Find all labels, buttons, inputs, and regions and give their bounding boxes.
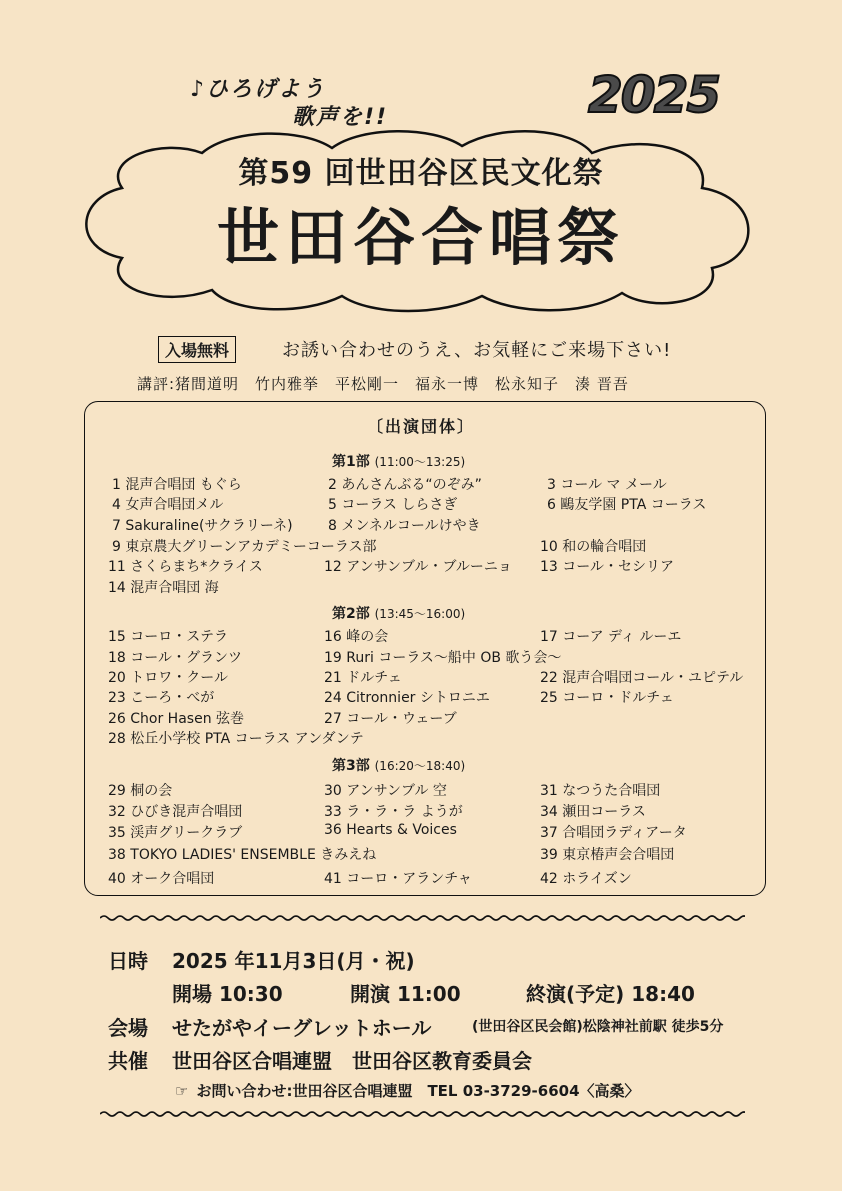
list-item: 19 Ruri コーラス〜船中 OB 歌う会〜 xyxy=(324,650,562,666)
list-item: 35 渓声グリークラブ xyxy=(108,825,243,841)
open-time: 開場 10:30 xyxy=(172,982,283,1006)
date-label: 日時 xyxy=(108,949,148,973)
list-item: 31 なつうた合唱団 xyxy=(540,783,661,799)
list-item: 17 コーア ディ ルーエ xyxy=(540,629,682,645)
part-label: 第2部 xyxy=(332,606,370,622)
wavy-divider-top xyxy=(100,914,745,922)
list-item: 28 松丘小学校 PTA コーラス アンダンテ xyxy=(108,731,364,747)
list-item: 6 鷗友学園 PTA コーラス xyxy=(547,497,707,513)
tagline-1: ♪ひろげよう xyxy=(190,77,327,102)
wavy-divider-bottom xyxy=(100,1110,745,1118)
judges-line: 講評:猪間道明 竹内雅挙 平松剛一 福永一博 松永知子 湊 晋吾 xyxy=(137,375,629,393)
list-item: 23 こーろ・べが xyxy=(108,690,215,706)
list-item: 42 ホライズン xyxy=(540,871,632,887)
performers-heading: 〔出演団体〕 xyxy=(366,417,475,436)
list-item: 11 さくらまち*クライス xyxy=(108,559,263,575)
end-time: 終演(予定) 18:40 xyxy=(526,982,695,1006)
list-item: 41 コーロ・アランチャ xyxy=(324,871,472,887)
contact-text: お問い合わせ:世田谷区合唱連盟 TEL 03-3729-6604〈高桑〉 xyxy=(196,1082,640,1100)
list-item: 12 アンサンブル・ブルーニョ xyxy=(324,559,512,575)
list-item: 4 女声合唱団メル xyxy=(112,497,224,513)
list-item: 18 コール・グランツ xyxy=(108,650,242,666)
part-2-heading xyxy=(332,603,465,623)
part-time: (13:45〜16:00) xyxy=(374,607,466,621)
list-item: 16 峰の会 xyxy=(324,629,389,645)
host-label: 共催 xyxy=(108,1049,148,1073)
contact-line xyxy=(175,1080,640,1101)
list-item: 3 コール マ メール xyxy=(547,477,667,493)
part-label: 第1部 xyxy=(332,454,370,470)
list-item: 32 ひびき混声合唱団 xyxy=(108,804,243,820)
list-item: 30 アンサンブル 空 xyxy=(324,783,447,799)
invitation-text: お誘い合わせのうえ、お気軽にご来場下さい! xyxy=(282,340,672,361)
list-item: 2 あんさんぶる“のぞみ” xyxy=(328,477,482,493)
list-item: 27 コール・ウェーブ xyxy=(324,711,457,727)
list-item: 36 Hearts & Voices xyxy=(324,822,457,838)
part-time: (16:20〜18:40) xyxy=(374,759,466,773)
part-3-heading xyxy=(332,755,465,775)
list-item: 1 混声合唱団 もぐら xyxy=(112,477,242,493)
list-item: 26 Chor Hasen 弦巻 xyxy=(108,711,245,727)
free-admission-badge: 入場無料 xyxy=(158,336,236,363)
list-item: 13 コール・セシリア xyxy=(540,559,674,575)
venue-note: (世田谷区民会館)松陰神社前駅 徒歩5分 xyxy=(472,1019,724,1035)
tagline-2: 歌声を!! xyxy=(292,105,389,130)
list-item: 8 メンネルコールけやき xyxy=(328,518,481,534)
list-item: 22 混声合唱団コール・ユピテル xyxy=(540,670,744,686)
list-item: 20 トロワ・クール xyxy=(108,670,228,686)
list-item: 37 合唱団ラディアータ xyxy=(540,825,687,841)
pointing-hand-icon: ☞ xyxy=(175,1082,189,1100)
date-value: 2025 年11月3日(月・祝) xyxy=(172,949,415,973)
venue-name: せたがやイーグレットホール xyxy=(172,1016,432,1040)
list-item: 39 東京椿声会合唱団 xyxy=(540,847,675,863)
start-time: 開演 11:00 xyxy=(350,982,461,1006)
part-label: 第3部 xyxy=(332,758,370,774)
festival-subtitle: 第59 回世田谷区民文化祭 xyxy=(238,156,604,191)
list-item: 9 東京農大グリーンアカデミーコーラス部 xyxy=(112,539,377,555)
list-item: 38 TOKYO LADIES' ENSEMBLE きみえね xyxy=(108,847,377,863)
list-item: 7 Sakuraline(サクラリーネ) xyxy=(112,518,293,534)
festival-title: 世田谷合唱祭 xyxy=(216,201,625,274)
host-value: 世田谷区合唱連盟 世田谷区教育委員会 xyxy=(172,1049,532,1073)
part-time: (11:00〜13:25) xyxy=(374,455,466,469)
list-item: 15 コーロ・ステラ xyxy=(108,629,228,645)
list-item: 24 Citronnier シトロニエ xyxy=(324,690,490,706)
list-item: 34 瀬田コーラス xyxy=(540,804,646,820)
list-item: 5 コーラス しらさぎ xyxy=(328,497,458,513)
venue-label: 会場 xyxy=(108,1016,148,1040)
list-item: 29 桐の会 xyxy=(108,783,173,799)
list-item: 21 ドルチェ xyxy=(324,670,402,686)
list-item: 14 混声合唱団 海 xyxy=(108,580,219,596)
list-item: 40 オーク合唱団 xyxy=(108,871,215,887)
part-1-heading xyxy=(332,451,465,471)
list-item: 33 ラ・ラ・ラ ようが xyxy=(324,804,463,820)
list-item: 10 和の輪合唱団 xyxy=(540,539,647,555)
year-label: 2025 xyxy=(588,66,720,124)
list-item: 25 コーロ・ドルチェ xyxy=(540,690,674,706)
